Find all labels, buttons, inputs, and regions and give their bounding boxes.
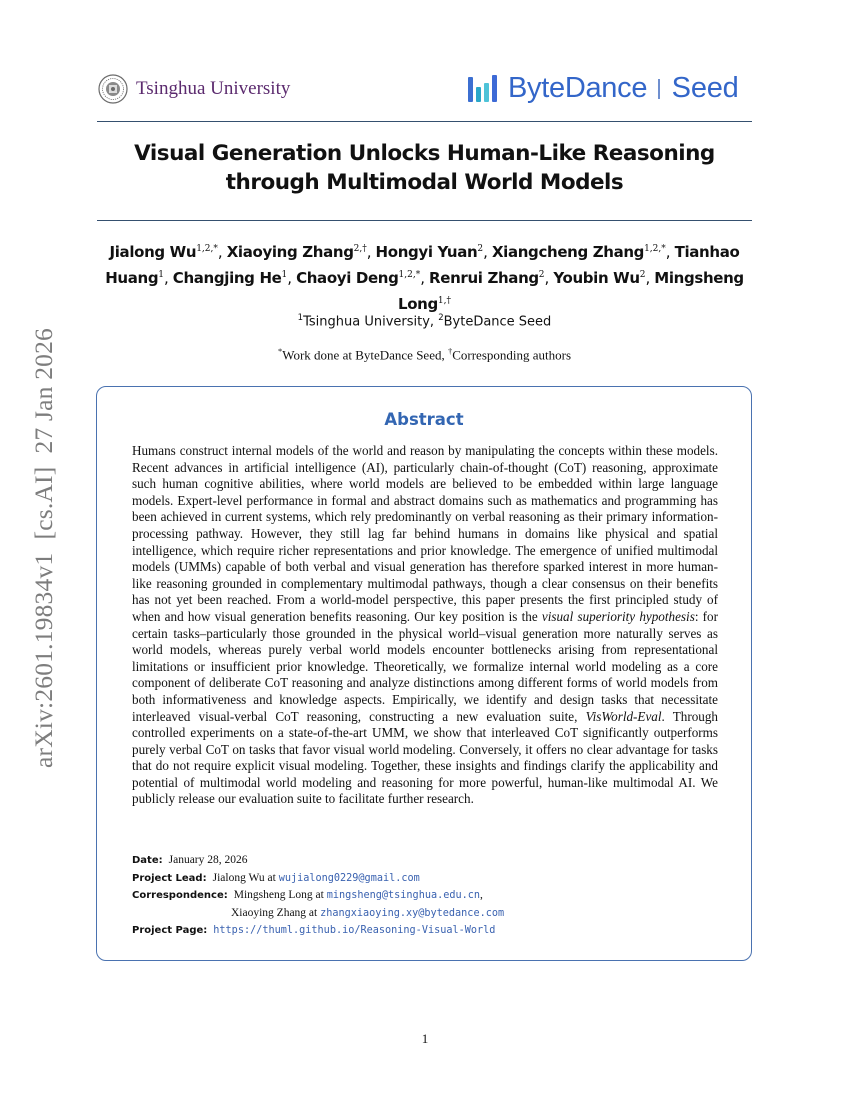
bytedance-bars-icon (467, 74, 501, 104)
author-name: Xiaoying Zhang (226, 243, 354, 261)
bytedance-seed-logo (467, 72, 739, 105)
author-name: Hongyi Yuan (375, 243, 478, 261)
corr1-email-link[interactable]: mingsheng@tsinghua.edu.cn (326, 890, 481, 901)
project-lead-row: Project Lead: Jialong Wu at wujialong0229@gmail.com (132, 870, 718, 888)
title-rule (97, 220, 752, 221)
author-sup: 1 (158, 270, 164, 280)
correspondence-row: Correspondence: Mingsheng Long at mingsheng@tsinghua.edu.cn , (132, 887, 718, 905)
affiliation-tsinghua: Tsinghua University, (303, 314, 435, 330)
tsinghua-seal-icon (98, 74, 128, 104)
author-sup: 2 (639, 270, 646, 280)
author-name: Chaoyi Deng (296, 269, 399, 287)
suite-name-emphasis: VisWorld-Eval (585, 708, 662, 724)
author-sup: 2 (538, 270, 545, 280)
paper-title: Visual Generation Unlocks Human-Like Reasoning through Multimodal World Models (134, 141, 715, 195)
author-name: Youbin Wu (553, 269, 640, 287)
paper-metadata (132, 852, 718, 940)
logo-separator (658, 79, 660, 99)
affiliations: $^1$Tsinghua University, $^2$ByteDance Seed (297, 313, 552, 330)
author-list: Jialong $Wu^{1,2,*}$, Xiaoying Zhang$^{2,\dagger}$, Hongyi Yuan$^2$, Xiangcheng Zhang$^{1,2,*}$, Tianhao Huang$^1$, Changjing He$^1$, Chaoyi Deng$^{1,2,*}$, Renrui Zhang$^2$, Youbin Wu$^2$, Mingsheng Long$^{1,\dagger}$ (105, 243, 744, 313)
corr2-email-link[interactable]: zhangxiaoying.xy@bytedance.com (320, 907, 505, 919)
bytedance-name: ByteDance (508, 72, 648, 104)
author-sup: 2,† (353, 244, 367, 254)
date-row: Date: January 28, 2026 (132, 852, 718, 870)
abstract-box (96, 386, 752, 961)
tsinghua-logo (98, 74, 290, 104)
abstract-body: Humans construct internal models of the world and reason by manipulating the concepts within these models. Recent advances in artificial intelligence (AI), particularly chain-of-thought (CoT) reasoning, approximate such human cognitive abilities, where world models are believed to be embedded within large language models. Expert-level performance in formal and abstract domains such as mathematics and programming has been achieved in current systems, which rely predominantly on verbal reasoning as their primary information-processing pathway. However, they still lag far behind humans in domains like physical and spatial intelligence, which require richer representations and prior knowledge. The emergence of unified multimodal models (UMMs) capable of both verbal and visual generation has therefore sparked interest in more human-like reasoning grounded in complementary multimodal pathways, though a clear consensus on their benefits has not yet been reached. From a world-model perspective, this paper presents the first principled study of when and how visual generation benefits reasoning. Our key position is the visual superiority hypothesis: for certain tasks–particularly those grounded in the physical world–visual generation more naturally serves as world models, whereas purely verbal world models encounter bottlenecks arising from representational limitations or insufficient prior knowledge. Theoretically, we formalize internal world modeling as a core component of deliberate CoT reasoning and analyze distinctions among different forms of world models from both informativeness and knowledge aspects. Empirically, we identify and design tasks that necessitate interleaved visual-verbal CoT reasoning, constructing a new evaluation suite, VisWorld-Eval. Through controlled experiments on a state-of-the-art UMM, we show that interleaved CoT significantly outperforms purely verbal CoT on tasks that favor visual world modeling. Conversely, it offers no clear advantage for tasks that do not require explicit visual modeling. Together, these insights and findings clarify the applicability and potential of multimodal world modeling and reasoning for more powerful, human-like multimodal AI. We publicly release our evaluation suite to facilitate further research. (132, 443, 718, 807)
project-page-link[interactable]: https://thuml.github.io/Reasoning-Visual-World (213, 925, 496, 936)
author-sup: 1,† (437, 296, 451, 306)
arxiv-id-text: arXiv:2601.19834v1 [cs.AI] 27 Jan 2026 (29, 327, 58, 769)
affiliation-bytedance: ByteDance Seed (443, 314, 552, 330)
author-name: Jialong Wu (109, 243, 197, 261)
author-name: Xiangcheng Zhang (491, 243, 645, 261)
author-name: Tianhao Huang (105, 243, 740, 287)
abstract-heading: Abstract (384, 410, 464, 429)
hypothesis-emphasis: visual superiority hypothesis (541, 608, 695, 624)
date-value: January 28, 2026 (168, 854, 248, 866)
author-name: Renrui Zhang (429, 269, 539, 287)
author-sup: 2 (477, 244, 484, 254)
seed-name: Seed (671, 72, 739, 104)
author-sup: 1,2,* (644, 244, 666, 254)
project-page-row: Project Page: https://thuml.github.io/Reasoning-Visual-World (132, 922, 718, 940)
author-name: Changjing He (172, 269, 282, 287)
author-sup: 1 (281, 270, 288, 280)
author-sup: 1,2,* (196, 244, 218, 254)
lead-email-link[interactable]: wujialong0229@gmail.com (278, 872, 420, 884)
page-number: 1 (421, 1031, 429, 1046)
author-footnote: *Work done at ByteDance Seed, †Corresponding authors (277, 346, 572, 363)
correspondence-row-2: Xiaoying Zhang at zhangxiaoying.xy@bytedance.com (132, 905, 718, 923)
header-rule (97, 121, 752, 122)
author-name: Mingsheng Long (398, 269, 744, 313)
author-sup: 1,2,* (398, 270, 421, 280)
tsinghua-name: Tsinghua University (136, 78, 291, 99)
